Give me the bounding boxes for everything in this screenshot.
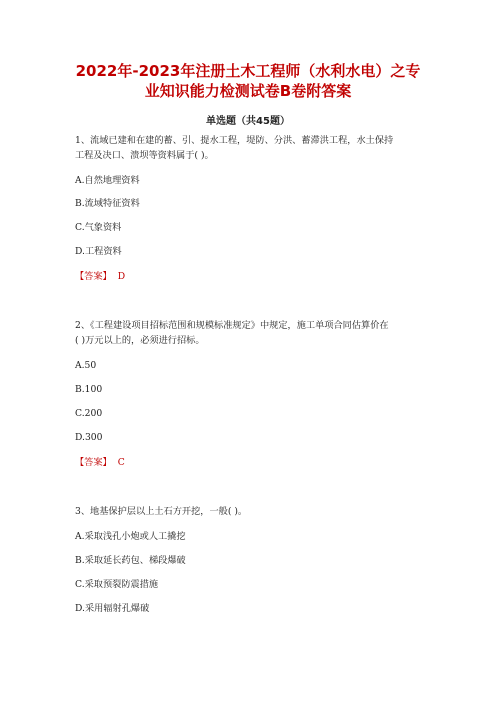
question-3-option-d: D.采用辐射孔爆破 — [75, 603, 150, 614]
question-1-option-b: B.流域特征资料 — [75, 198, 140, 209]
question-1-stem-line-2: 工程及决口、溃坝等资料属于( )。 — [75, 150, 214, 161]
question-1-option-a: A.自然地理资料 — [75, 175, 140, 186]
question-1-answer — [75, 269, 430, 284]
section-heading: 单选题（共45题） — [206, 116, 290, 127]
question-3-option-b: B.采取延长药包、梯段爆破 — [75, 555, 186, 566]
question-2-option-c: C.200 — [75, 408, 103, 419]
question-3-option-c: C.采取预裂防震措施 — [75, 579, 159, 590]
answer-value: C — [117, 457, 125, 468]
question-1-option-c: C.气象资料 — [75, 222, 122, 233]
question-1-stem-line-1: 1、流域已建和在建的蓄、引、提水工程，堤防、分洪、蓄滞洪工程，水土保持 — [75, 135, 394, 146]
answer-label: 【答案】 — [75, 457, 112, 468]
question-2-stem-line-1: 2、《工程建设项目招标范围和规模标准规定》中规定，施工单项合同估算价在 — [75, 320, 389, 331]
answer-label: 【答案】 — [75, 271, 112, 282]
question-3-option-a: A.采取浅孔小炮或人工撬挖 — [75, 531, 186, 542]
question-2-option-d: D.300 — [75, 432, 103, 443]
document-title-line-1: 2022年-2023年注册土木工程师（水利水电）之专 — [75, 62, 421, 80]
question-2-answer — [75, 455, 430, 470]
question-2-stem-line-2: ( )万元以上的，必须进行招标。 — [75, 335, 205, 346]
document-title-line-2: 业知识能力检测试卷B卷附答案 — [144, 82, 352, 100]
question-3-stem-line-1: 3、地基保护层以上土石方开挖，一般( )。 — [75, 506, 248, 517]
question-2-option-a: A.50 — [75, 360, 97, 371]
question-2-option-b: B.100 — [75, 384, 103, 395]
question-1-option-d: D.工程资料 — [75, 246, 122, 257]
answer-value: D — [117, 271, 126, 282]
